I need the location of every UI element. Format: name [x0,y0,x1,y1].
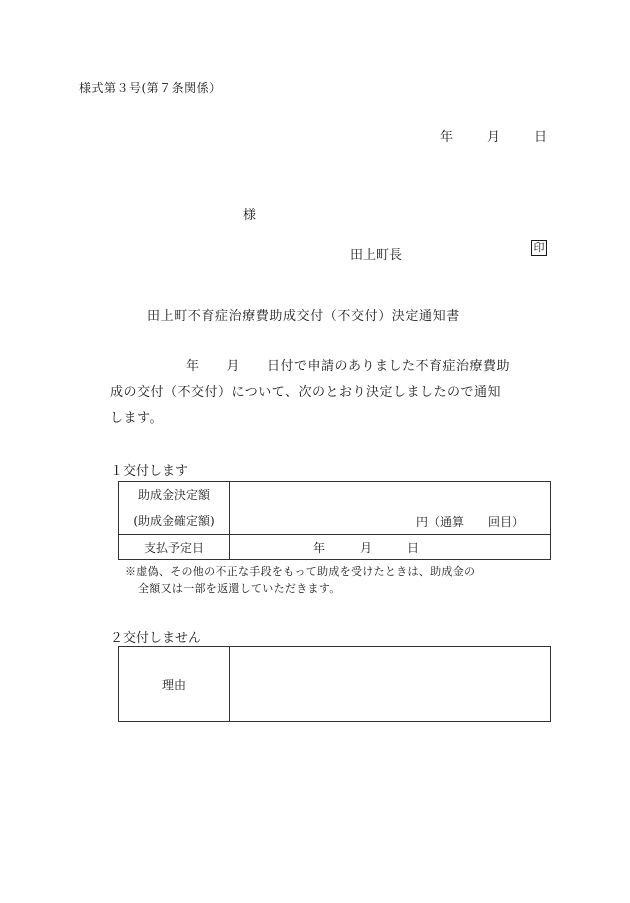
amount-value-cell[interactable] [230,482,551,535]
issue-date [440,126,547,145]
amount-unit: 円（通算 回目） [416,515,525,529]
notice-body [110,354,552,432]
payment-label: 支払予定日 [119,535,230,560]
reason-row [119,647,551,722]
amount-label: 助成金決定額 [137,488,210,502]
document-title: 田上町不育症治療費助成交付（不交付）決定通知書 [147,309,460,324]
issue-month-label: 月 [487,130,501,145]
amount-row [119,482,551,535]
payment-month-label: 月 [360,540,373,555]
form-number: 様式第３号(第７条関係） [79,81,222,95]
notice-body-line-1: 年 月 日付で申請のありました不育症治療費助 [186,359,511,374]
section-deny-heading: ２交付しません [110,631,202,646]
section-grant-heading: １交付します [110,464,189,479]
issue-day-label: 日 [534,130,548,145]
issuer-name: 田上町長 [350,248,403,263]
repayment-note-line-1: ※虚偽、その他の不正な手段をもって助成を受けたときは、助成金の [125,565,476,578]
repayment-note [125,563,475,597]
payment-day-label: 日 [407,540,420,555]
issue-year-label: 年 [440,130,454,145]
repayment-note-line-2: 全額又は一部を返還していただきます。 [138,582,341,595]
reason-value-cell[interactable] [230,647,551,722]
addressee-suffix: 様 [243,208,257,223]
notice-body-line-2: 成の交付（不交付）について、次のとおり決定しましたので通知 [110,385,501,400]
confirmed-amount-label: (助成金確定額) [133,514,215,528]
grant-table [118,481,551,560]
reason-label: 理由 [119,647,230,722]
official-seal: 印 [531,240,547,256]
denial-table [118,646,551,722]
amount-label-cell [119,482,230,535]
payment-date-cell[interactable] [230,535,551,560]
payment-year-label: 年 [313,540,326,555]
payment-row [119,535,551,560]
notice-body-line-3: します。 [110,411,163,426]
